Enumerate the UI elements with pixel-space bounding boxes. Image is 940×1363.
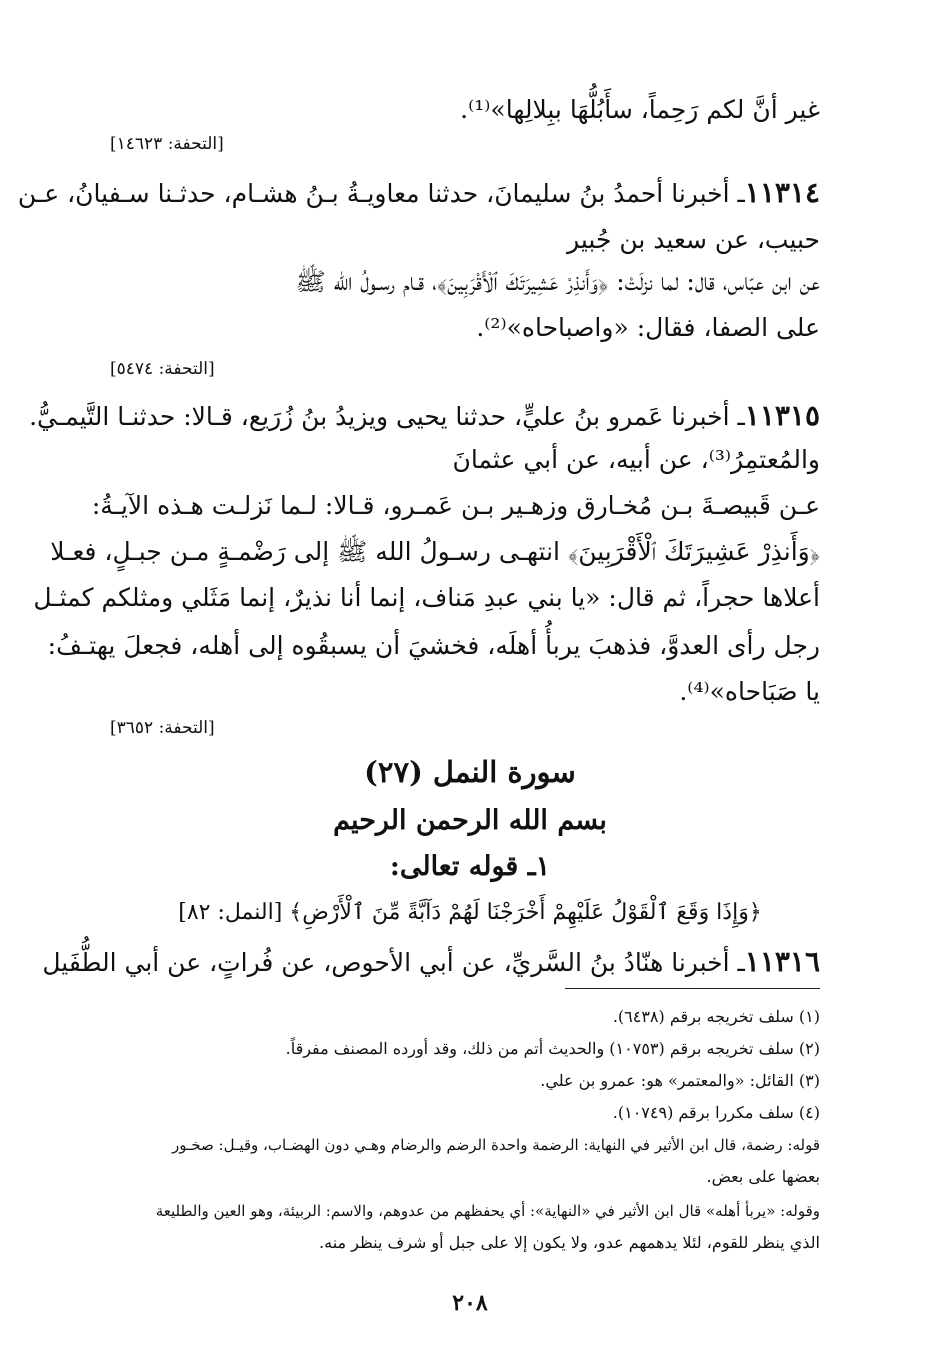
section-heading: ١ـ قوله تعالى: bbox=[389, 851, 551, 882]
footnote-note-2: وقوله: «يربأ أهله» قال ابن الأثير في «النهاية»: أي يحفظهم من عدوهم، والاسم: الربيئة، وهو العين والطليعة bbox=[155, 1202, 820, 1220]
text-line: ﴿وَأَنذِرْ عَشِيرَتَكَ ٱلْأَقْرَبِينَ﴾ انتهـى رسـولُ الله ﷺ إلى رَضْمـةٍ مـن جبـلٍ، فعـلا bbox=[50, 537, 820, 566]
footnote-4: (٤) سلف مكررا برقم (١٠٧٤٩). bbox=[612, 1103, 820, 1122]
tuhfa-reference: [التحفة: ١٤٦٢٣] bbox=[110, 134, 224, 154]
text-line: غير أنَّ لكم رَحِماً، سأَبُلُّهَا ببِلالِها»⁽¹⁾. bbox=[460, 95, 820, 124]
footnote-separator bbox=[565, 988, 820, 989]
text-line: عـن قَبيصـةَ بـن مُخـارق وزهـير بـن عَمـرو، قـالا: لـما نَزلـت هـذه الآيـةُ: bbox=[91, 491, 820, 520]
hadith-text: ـ أخبرنا أحمدُ بنُ سليمانَ، حدثنا معاويـةُ بـنُ هشـام، حدثـنا سـفيانُ، عـن bbox=[17, 179, 745, 208]
text-line: حبيب، عن سعيد بن جُبير bbox=[567, 225, 820, 254]
hadith-11315-line bbox=[29, 398, 820, 435]
hadith-text: ـ أخبرنا هنّادُ بنُ السَّريِّ، عن أبي الأحوص، عن فُراتٍ، عن أبي الطُّفَيل bbox=[42, 948, 745, 977]
hadith-text: ـ أخبرنا عَمرو بنُ عليٍّ، حدثنا يحيى ويزيدُ بنُ زُرَيع، قـالا: حدثنـا التَّيمـيُّ. bbox=[29, 402, 745, 431]
hadith-number: ١١٣١٤ bbox=[744, 176, 820, 209]
hadith-11316-line bbox=[42, 944, 820, 981]
footnote-3: (٣) القائل: «والمعتمر» هو: عمرو بن علي. bbox=[540, 1071, 820, 1090]
text-line: والمُعتمِرُ⁽³⁾، عن أبيه، عن أبي عثمانَ bbox=[452, 445, 820, 474]
hadith-number: ١١٣١٦ bbox=[744, 945, 820, 978]
text-line: على الصفا، فقال: «واصباحاه»⁽²⁾. bbox=[476, 313, 820, 342]
text-line: عن ابن عبّاس، قال: لما نزلَتْ: ﴿وَأَنذِرْ عَشِيرَتَكَ ٱلْأَقْرَبِينَ﴾، قـام رسـولُ الله ﷺ bbox=[295, 267, 820, 296]
basmala: بسم الله الرحمن الرحيم bbox=[333, 805, 607, 836]
footnote-2: (٢) سلف تخريجه برقم (١٠٧٥٣) والحديث أتم من ذلك، وقد أورده المصنف مفرقاً. bbox=[285, 1039, 820, 1058]
page-number: ٢٠٨ bbox=[452, 1290, 488, 1316]
quran-verse: ﴿وَإِذَا وَقَعَ ٱلْقَوْلُ عَلَيْهِمْ أَخْرَجْنَا لَهُمْ دَآبَّةً مِّنَ ٱلْأَرْضِ﴾ [النمل: ٨٢] bbox=[178, 900, 762, 925]
footnote-note-1: قوله: رضمة، قال ابن الأثير في النهاية: الرضمة واحدة الرضم والرضام وهـي دون الهضـاب، وقيـل: صخـور bbox=[171, 1136, 820, 1154]
tuhfa-reference: [التحفة: ٥٤٧٤] bbox=[110, 359, 215, 379]
text-line: يا صَبَاحاه»⁽⁴⁾. bbox=[679, 677, 820, 706]
text-line: أعلاها حجراً، ثم قال: «يا بني عبدِ مَناف، إنما أنا نذيرٌ، إنما مَثَلي ومثلكم كمثـل bbox=[33, 583, 820, 612]
text-line: رجل رأى العدوَّ، فذهبَ يربأُ أهلَه، فخشيَ أن يسبقُوه إلى أهله، فجعلَ يهتـفُ: bbox=[47, 631, 820, 660]
footnote-1: (١) سلف تخريجه برقم (٦٤٣٨). bbox=[612, 1007, 820, 1026]
footnote-note-2-cont: الذي ينظر للقوم، لئلا يدهمهم عدو، ولا يكون إلا على جبل أو شرف ينظر منه. bbox=[319, 1233, 820, 1252]
footnote-note-1-cont: بعضها على بعض. bbox=[706, 1167, 820, 1186]
hadith-11314-line bbox=[17, 175, 820, 212]
hadith-number: ١١٣١٥ bbox=[744, 399, 820, 432]
surah-title: سورة النمل (٢٧) bbox=[364, 755, 576, 789]
tuhfa-reference: [التحفة: ٣٦٥٢] bbox=[110, 718, 215, 738]
